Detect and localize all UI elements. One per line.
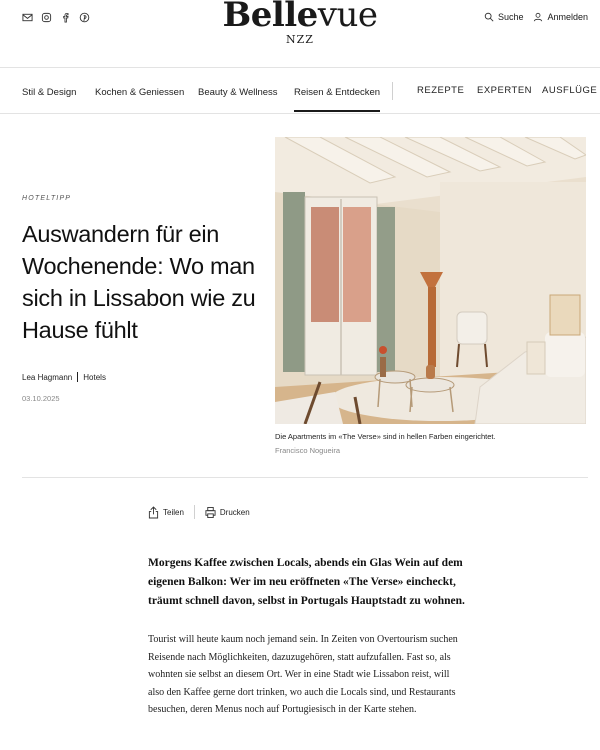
image-credit: Francisco Nogueira (275, 446, 341, 455)
share-icon (148, 506, 159, 519)
byline (22, 372, 106, 382)
header-tools (484, 12, 588, 22)
article-actions (148, 505, 250, 519)
nav-item-reisen-entdecken[interactable]: Reisen & Entdecken (294, 87, 381, 98)
nav-item-experten[interactable]: EXPERTEN (477, 85, 533, 96)
article-kicker: HOTELTIPP (22, 195, 72, 202)
logo-sub: NZZ (286, 33, 314, 46)
main-nav (0, 68, 600, 114)
logo-light: vue (317, 0, 378, 35)
section-divider (22, 477, 588, 478)
hero-image (275, 137, 586, 424)
nav-item-stil-design[interactable]: Stil & Design (22, 87, 77, 98)
actions-divider (194, 505, 195, 519)
article-lead: Morgens Kaffee zwischen Locals, abends ein Glas Wein auf dem eigenen Balkon: Wer im neu eröffneten «The Verse» eincheckt, träumt schnell davon, selbst in Portugals Hauptstadt zu wohnen. (148, 557, 465, 607)
site-logo[interactable] (0, 0, 600, 46)
login-button[interactable] (533, 12, 588, 22)
search-label: Suche (497, 12, 524, 22)
nav-item-ausfluege[interactable]: AUSFLÜGE (542, 85, 598, 96)
share-label: Teilen (163, 507, 184, 517)
nav-item-rezepte[interactable]: REZEPTE (417, 85, 465, 96)
search-button[interactable] (484, 12, 524, 22)
printer-icon (205, 506, 216, 519)
login-label: Anmelden (547, 12, 588, 22)
section-link[interactable]: Hotels (83, 372, 106, 382)
article-body: Tourist will heute kaum noch jemand sein. In Zeiten von Overtourism suchen Reisende nach Möglichkeiten, dazuzugehören, statt aufzufallen. Fast so, als wohnten sie selbst an diesem Ort. Wer in eine Stadt wie Lissabon reist, will also den Kaffee gerne dort trinken, wo auch die Locals sind, und Restaurants besuchen, deren Menus noch auf Portugiesisch in der Karte stehen. (148, 634, 458, 715)
image-caption: Die Apartments im «The Verse» sind in hellen Farben eingerichtet. (275, 432, 496, 441)
search-icon (484, 12, 494, 22)
nav-item-beauty-wellness[interactable]: Beauty & Wellness (198, 87, 278, 98)
nav-item-kochen-geniessen[interactable]: Kochen & Geniessen (95, 87, 185, 98)
author-link[interactable]: Lea Hagmann (22, 372, 73, 382)
publish-date: 03.10.2025 (22, 394, 60, 403)
share-button[interactable] (148, 506, 184, 519)
byline-divider (77, 372, 78, 382)
nav-separator (392, 82, 393, 100)
user-icon (533, 12, 543, 22)
site-header (0, 0, 600, 68)
logo-bold: Belle (222, 0, 318, 35)
print-label: Drucken (219, 507, 250, 517)
print-button[interactable] (205, 506, 250, 519)
article-headline: Auswandern für ein Wochenende: Wo man sich in Lissabon wie zu Hause fühlt (22, 221, 256, 343)
